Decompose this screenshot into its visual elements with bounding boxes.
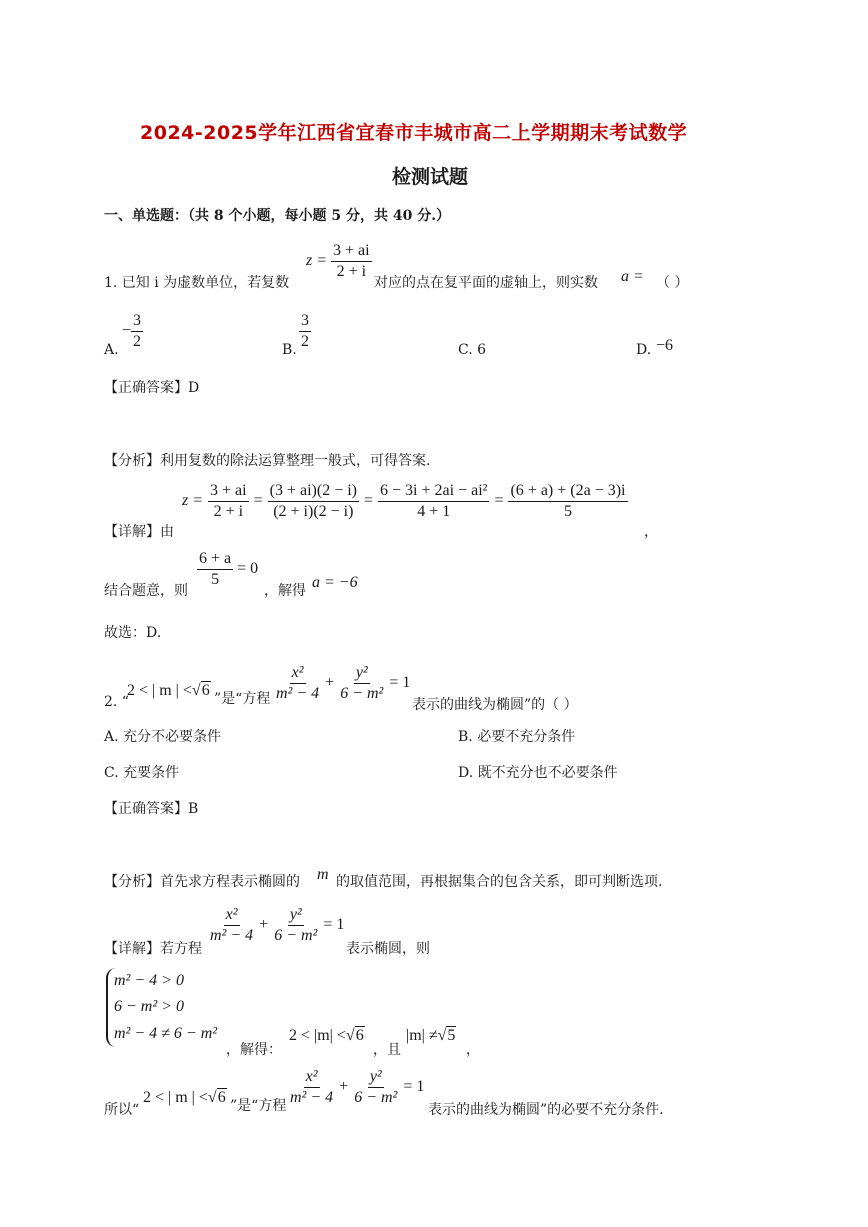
q1-z-formula [306,242,372,280]
q1-choose: 故选：D. [104,625,162,641]
q1-option-d-value: −6 [656,337,674,354]
q2-option-c: C. 充要条件 [104,765,180,781]
q2-end-comma: ， [466,1042,480,1058]
q1-option-c: C. 6 [458,342,487,358]
q2-answer: 【正确答案】B [104,801,199,817]
q1-z-fraction [331,242,372,280]
q2-eq-den1: m² − 4 [276,684,320,702]
q2-detail-num1: x² [224,906,240,926]
q2-suffix: 表示的曲线为椭圆”的（ ） [412,697,578,713]
q2-detail-suffix: 表示椭圆，则 [346,941,430,957]
q2-eq-plus: + [325,674,335,692]
q1-paren: （ ） [656,275,689,291]
q1-solve-label: ，解得 [264,583,306,599]
q1-detail-f1-den: 2 + i [213,502,244,520]
q1-option-b-value [299,312,311,350]
q1-detail-label: 【详解】由 [104,524,174,540]
q2-eq-one: = 1 [389,674,411,692]
q2-detail-equation [208,906,344,944]
q1-prefix: 1. 已知 i 为虚数单位，若复数 [104,275,290,291]
q2-solve-label: ，解得： [226,1042,282,1058]
doc-title-line2: 检测试题 [392,166,469,188]
q1-detail-z: z = [182,492,204,510]
q1-suffix: 对应的点在复平面的虚轴上，则实数 [374,275,598,291]
q1-z-num: 3 + ai [331,242,372,262]
q2-ne-text: |m| ≠ [406,1027,438,1044]
q2-so-suffix: 表示的曲线为椭圆”的必要不充分条件. [428,1102,664,1118]
q1-option-a-num: 3 [131,312,143,332]
q2-ellipse-equation [274,664,410,702]
q2-so-cond-text: 2 < | m | < [143,1089,208,1106]
q1-detail-f4-den: 5 [563,502,572,520]
q2-and-label: ，且 [373,1042,401,1058]
q2-option-d: D. 既不充分也不必要条件 [458,765,618,781]
q2-ne-rad: 5 [447,1027,456,1044]
q1-option-b-den: 2 [301,332,309,350]
q1-analysis: 【分析】利用复数的除法运算整理一般式，可得答案. [104,453,431,469]
q1-detail-f1-num: 3 + ai [208,482,249,502]
q2-detail-den1: m² − 4 [210,926,254,944]
q1-option-a-sign: − [122,322,132,340]
q1-detail-equation: z = $\frac{3 + ai}{2 + i}$ = $\frac{(3 + ai)(2 - i)}{(2 + i)(2 - i)}$ = $\frac{\text{6 − 3i + 2ai − ai²}}{4 + 1}$ = $\frac{(6 + a) + (2a - 3)i}{5}$ [182,482,626,520]
q2-so-cond-rad: 6 [217,1089,226,1106]
q2-cond-rad: 6 [201,682,210,699]
q2-system-line2: 6 − m² > 0 [114,998,184,1016]
q1-detail-comma: ， [644,524,658,540]
q2-so-condition: 2 < | m | < √ 6 [143,1089,226,1106]
q1-detail-f4-num: (6 + a) + (2a − 3)i [508,482,627,502]
q1-combine-zero: = 0 [237,560,259,578]
q2-system-line1: m² − 4 > 0 [114,972,184,989]
q1-answer: 【正确答案】D [104,380,200,396]
q2-so-num1: x² [304,1068,320,1088]
q2-so-mid: ”是“方程 [230,1098,287,1114]
q2-so-one: = 1 [403,1078,425,1096]
q2-detail-label: 【详解】若方程 [104,941,202,957]
q2-detail-one: = 1 [323,916,345,934]
q2-prefix: 2. “ [104,694,129,710]
q1-detail-f2-den: (2 + i)(2 − i) [273,502,354,520]
q2-mid: ”是“方程 [214,691,271,707]
q2-not-equal: |m| ≠ √ 5 [406,1027,456,1044]
q2-analysis-m: m [317,866,329,883]
q2-inequality-system [106,968,217,1047]
q2-option-a: A. 充分不必要条件 [104,729,222,745]
q2-eq-den2: 6 − m² [340,684,384,702]
q1-option-a-value [122,312,143,350]
q1-option-a-den: 2 [133,332,142,350]
q2-eq-num2: y² [354,664,370,684]
q1-z-eq: z = [306,252,328,270]
q2-option-b: B. 必要不充分条件 [458,729,576,745]
q1-option-d-label: D. [636,342,652,358]
q2-detail-den2: 6 − m² [274,926,318,944]
q1-option-a-label: A. [104,342,119,358]
q2-so-den2: 6 − m² [354,1088,398,1106]
q1-combine-den: 5 [211,570,220,588]
q1-z-den: 2 + i [336,262,367,280]
q2-solve-rad: 6 [355,1027,364,1044]
q2-solve-cond-text: 2 < |m| < [289,1027,346,1044]
q2-so-prefix: 所以“ [104,1102,140,1118]
q2-so-den1: m² − 4 [290,1088,334,1106]
q2-detail-num2: y² [288,906,304,926]
q1-combine-label: 结合题意，则 [104,583,188,599]
doc-title-line1: 2024-2025学年江西省宜春市丰城市高二上学期期末考试数学 [140,122,688,144]
section-heading: 一、单选题：（共 8 个小题，每小题 5 分，共 40 分.） [104,208,451,224]
q2-detail-plus: + [259,916,269,934]
q2-solve-condition: 2 < |m| < √ 6 [289,1027,364,1044]
q1-option-b-label: B. [282,342,297,358]
q2-eq-num1: x² [290,664,306,684]
q2-condition: 2 < | m | < √ 6 [127,682,210,699]
q2-system-line3: m² − 4 ≠ 6 − m² [114,1024,218,1042]
q2-cond-text: 2 < | m | < [127,682,192,699]
q2-so-num2: y² [368,1068,384,1088]
q1-a-eq: a = [621,268,644,285]
q1-combine-eq [197,550,258,588]
q2-so-plus: + [339,1078,349,1096]
q1-solve-value: a = −6 [312,574,358,591]
q1-detail-f3-den: 4 + 1 [417,502,451,520]
q2-so-equation [288,1068,424,1106]
q2-analysis-pre: 【分析】首先求方程表示椭圆的 [104,874,300,890]
q1-detail-f3-num: 6 − 3i + 2ai − ai² [378,482,489,502]
q1-combine-num: 6 + a [197,550,233,570]
q1-option-b-num: 3 [299,312,311,332]
q1-detail-f2-num: (3 + ai)(2 − i) [268,482,359,502]
q2-analysis-post: 的取值范围，再根据集合的包含关系，即可判断选项. [336,874,663,890]
